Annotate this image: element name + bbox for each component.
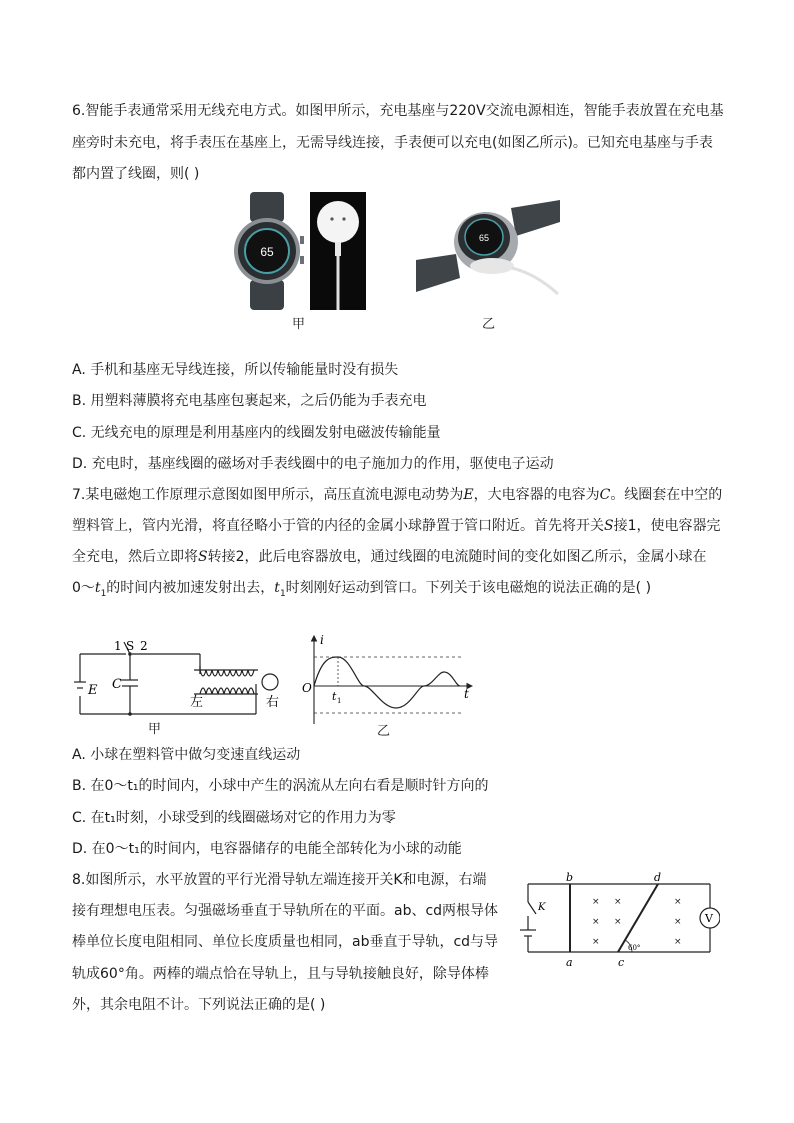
watch-with-charger-image	[226, 192, 366, 310]
q8-stem-line-4: 轨成60°角。两棒的端点恰在导轨上，且与导轨接触良好，除导体棒	[72, 966, 489, 982]
angle-label: 60°	[628, 944, 641, 952]
point-d-label: d	[654, 872, 662, 884]
junction-dot	[128, 712, 132, 716]
left-label: 左	[190, 695, 204, 710]
switch-S-label: S	[126, 639, 135, 653]
q7-option-a: A. 小球在塑料管中做匀变速直线运动	[72, 747, 301, 763]
q6-stem-line-1: 6.智能手表通常采用无线充电方式。如图甲所示，充电基座与220V交流电源相连，智能手表放置在充电基	[72, 103, 724, 119]
field-mark: ×	[592, 917, 600, 927]
q7-current-graph	[300, 632, 480, 732]
field-mark: ×	[614, 917, 622, 927]
switch-pos-2-label: 2	[140, 639, 148, 653]
subscript: 1	[279, 588, 286, 599]
switch-K-label: K	[538, 902, 546, 913]
circuit-svg	[74, 636, 294, 736]
q7-caption-yi: 乙	[377, 724, 391, 739]
t1-subscript: 1	[337, 697, 342, 705]
q8-stem-line-5: 外，其余电阻不计。下列说法正确的是( )	[72, 997, 326, 1013]
q7-text: 转接2，此后电容器放电，通过线圈的电流随时间的变化如图乙所示，金属小球在	[207, 549, 707, 565]
axis-t-label: t	[464, 687, 469, 701]
q7-stem-line-2	[72, 516, 721, 536]
watch-on-charger-image	[416, 200, 560, 300]
axis-i-label: i	[320, 633, 324, 647]
point-c-label: c	[618, 956, 625, 969]
voltmeter-V-label: V	[705, 912, 713, 925]
q6-option-d: D. 充电时，基座线圈的磁场对手表线圈中的电子施加力的作用，驱使电子运动	[72, 456, 554, 472]
t1-label: t	[332, 690, 337, 703]
rails-svg	[514, 872, 720, 970]
q6-stem-line-2: 座旁时未充电，将手表压在基座上，无需导线连接，手表便可以充电(如图乙所示)。已知充电基座与手表	[72, 135, 713, 151]
symbol-S: S	[198, 549, 208, 565]
point-b-label: b	[566, 872, 574, 884]
symbol-t: t	[274, 580, 280, 596]
q8-stem-line-2: 接有理想电压表。匀强磁场垂直于导轨所在的平面。ab、cd两根导体	[72, 903, 499, 919]
q6-stem-line-3: 都内置了线圈，则( )	[72, 166, 200, 182]
symbol-C: C	[599, 487, 611, 503]
q7-stem-line-4	[72, 578, 651, 604]
q7-text: 全充电，然后立即将	[72, 549, 198, 565]
field-mark: ×	[592, 937, 600, 947]
q7-option-c: C. 在t₁时刻，小球受到的线圈磁场对它的作用力为零	[72, 810, 396, 826]
field-mark: ×	[674, 937, 682, 947]
q6-figure-yi	[416, 200, 560, 300]
watch-screen-text: 65	[260, 245, 274, 259]
field-mark: ×	[614, 897, 622, 907]
q7-text: 7.某电磁炮工作原理示意图如图甲所示，高压直流电源电动势为	[72, 487, 464, 503]
q7-text: 。线圈套在中空的	[610, 487, 723, 503]
symbol-t: t	[94, 580, 101, 596]
q7-stem-line-3	[72, 547, 707, 567]
symbol-E: E	[463, 487, 474, 503]
right-label: 右	[266, 695, 280, 710]
q7-text: 的时间内被加速发射出去，	[106, 580, 275, 596]
q7-text: 0～	[72, 580, 95, 596]
q6-option-b: B. 用塑料薄膜将充电基座包裹起来，之后仍能为手表充电	[72, 393, 427, 409]
subscript: 1	[100, 588, 107, 599]
field-mark: ×	[674, 897, 682, 907]
q7-text: 时刻刚好运动到管口。下列关于该电磁炮的说法正确的是( )	[285, 580, 652, 596]
q7-text: ，大电容器的电容为	[473, 487, 600, 503]
q7-stem-line-1	[72, 485, 722, 505]
symbol-S: S	[604, 518, 614, 534]
current-graph-svg	[300, 632, 480, 732]
field-mark: ×	[674, 917, 682, 927]
q6-option-c: C. 无线充电的原理是利用基座内的线圈发射电磁波传输能量	[72, 425, 441, 441]
q8-stem-line-1: 8.如图所示，水平放置的平行光滑导轨左端连接开关K和电源，右端	[72, 872, 487, 888]
q7-text: 塑料管上，管内光滑，将直径略小于管的内径的金属小球静置于管口附近。首先将开关	[72, 518, 604, 534]
svg-text:65: 65	[478, 233, 490, 243]
q6-figure-jia	[226, 192, 366, 310]
q6-caption-jia: 甲	[292, 317, 306, 332]
origin-label: O	[302, 681, 312, 695]
battery-E-label: E	[88, 683, 98, 698]
q7-circuit-diagram	[74, 636, 294, 736]
field-mark: ×	[592, 897, 600, 907]
q7-option-b: B. 在0～t₁的时间内，小球中产生的涡流从左向右看是顺时针方向的	[72, 778, 489, 794]
q6-option-a: A. 手机和基座无导线连接，所以传输能量时没有损失	[72, 362, 399, 378]
q7-caption-jia: 甲	[148, 722, 162, 737]
q8-stem-line-3: 棒单位长度电阻相同、单位长度质量也相同，ab垂直于导轨，cd与导	[72, 934, 499, 950]
point-a-label: a	[566, 956, 573, 969]
switch-pos-1-label: 1	[114, 639, 122, 653]
q8-rails-figure	[514, 872, 720, 970]
q7-option-d: D. 在0～t₁的时间内，电容器储存的电能全部转化为小球的动能	[72, 841, 462, 857]
q7-text: 接1，使电容器完	[613, 518, 721, 534]
q6-caption-yi: 乙	[482, 317, 496, 332]
capacitor-C-label: C	[112, 677, 122, 692]
